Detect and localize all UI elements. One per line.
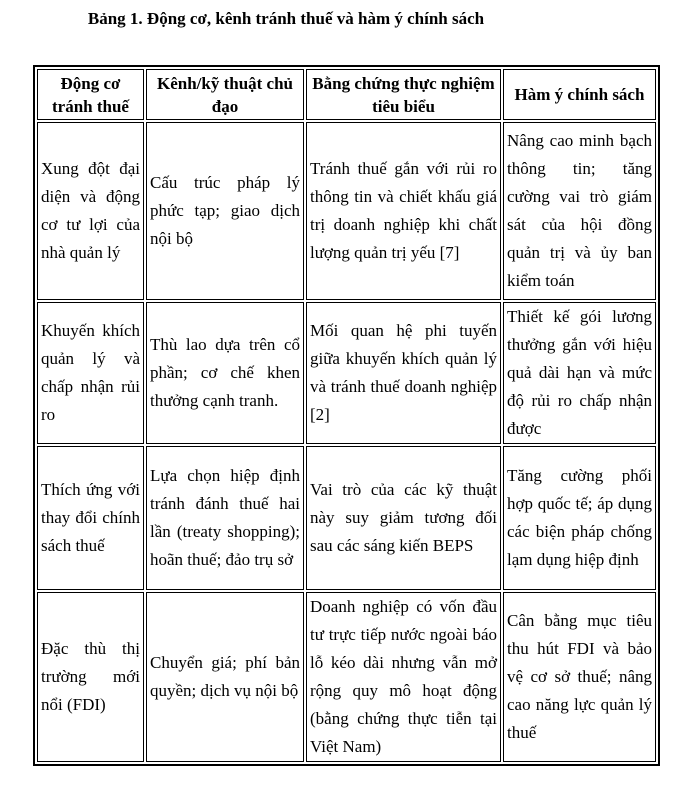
table-row — [37, 302, 656, 444]
table-cell: Nâng cao minh bạch thông tin; tăng cường vai trò giám sát của hội đồng quản trị và ủy ban kiểm toán — [503, 122, 656, 300]
table-cell: Chuyển giá; phí bản quyền; dịch vụ nội bộ — [146, 592, 304, 762]
table-cell: Lựa chọn hiệp định tránh đánh thuế hai lần (treaty shopping); hoãn thuế; đảo trụ sở — [146, 446, 304, 590]
column-header-channel: Kênh/kỹ thuật chủ đạo — [146, 69, 304, 120]
table-cell: Vai trò của các kỹ thuật này suy giảm tương đối sau các sáng kiến BEPS — [306, 446, 501, 590]
table-row — [37, 592, 656, 762]
table-cell: Thiết kế gói lương thưởng gắn với hiệu quả dài hạn và mức độ rủi ro chấp nhận được — [503, 302, 656, 444]
table-caption: Bảng 1. Động cơ, kênh tránh thuế và hàm ý chính sách — [87, 9, 485, 28]
column-header-evidence: Bằng chứng thực nghiệm tiêu biểu — [306, 69, 501, 120]
table-cell: Thích ứng với thay đổi chính sách thuế — [37, 446, 144, 590]
table-cell: Khuyến khích quản lý và chấp nhận rủi ro — [37, 302, 144, 444]
table-cell: Cân bằng mục tiêu thu hút FDI và bảo vệ cơ sở thuế; nâng cao năng lực quản lý thuế — [503, 592, 656, 762]
data-table — [33, 65, 660, 766]
column-header-policy: Hàm ý chính sách — [503, 69, 656, 120]
column-header-motive: Động cơ tránh thuế — [37, 69, 144, 120]
table-cell: Đặc thù thị trường mới nổi (FDI) — [37, 592, 144, 762]
table-cell: Tránh thuế gắn với rủi ro thông tin và chiết khấu giá trị doanh nghiệp khi chất lượng quản trị yếu [7] — [306, 122, 501, 300]
table-row — [37, 122, 656, 300]
table-cell: Cấu trúc pháp lý phức tạp; giao dịch nội bộ — [146, 122, 304, 300]
header-row — [37, 69, 656, 120]
table-cell: Doanh nghiệp có vốn đầu tư trực tiếp nước ngoài báo lỗ kéo dài nhưng vẫn mở rộng quy mô hoạt động (bằng chứng thực tiễn tại Việt Nam) — [306, 592, 501, 762]
table-cell: Mối quan hệ phi tuyến giữa khuyến khích quản lý và tránh thuế doanh nghiệp [2] — [306, 302, 501, 444]
table-cell: Thù lao dựa trên cổ phần; cơ chế khen thưởng cạnh tranh. — [146, 302, 304, 444]
table-row — [37, 446, 656, 590]
table-cell: Xung đột đại diện và động cơ tư lợi của nhà quản lý — [37, 122, 144, 300]
table-cell: Tăng cường phối hợp quốc tế; áp dụng các biện pháp chống lạm dụng hiệp định — [503, 446, 656, 590]
